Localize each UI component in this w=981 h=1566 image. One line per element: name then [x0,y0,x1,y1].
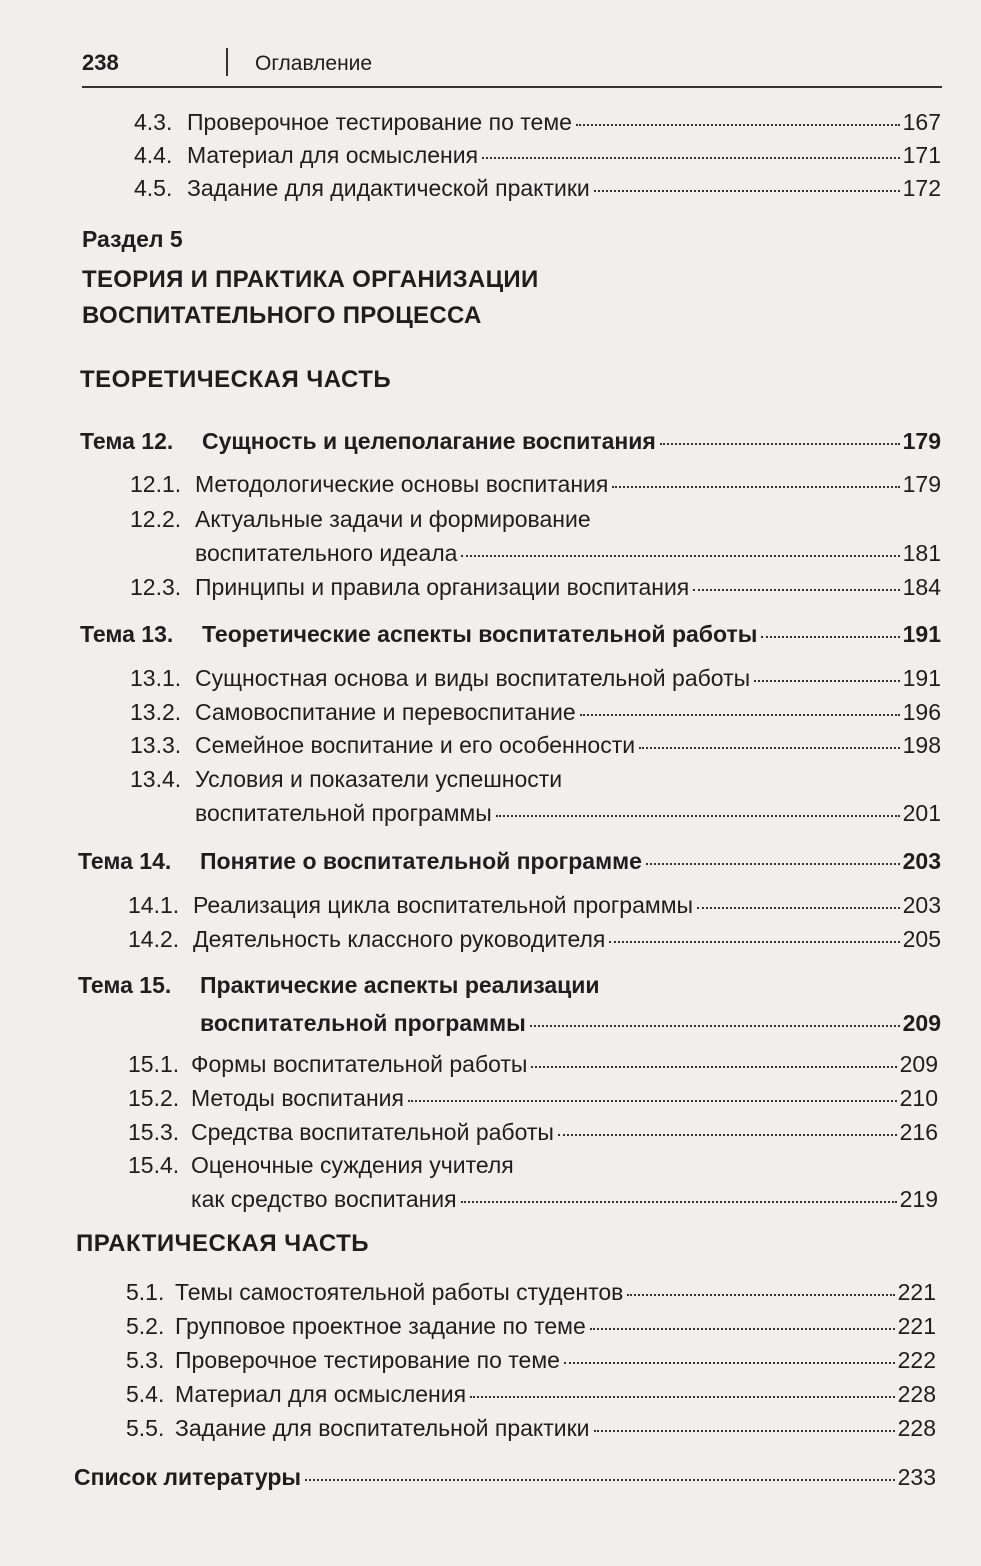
bibliography-title: Список литературы [74,1464,302,1490]
toc-entry [134,174,941,202]
dot-leader [660,443,900,445]
entry-title: Темы самостоятельной работы студентов [175,1279,624,1305]
subtopic-title-continued: как средство воспитания [191,1186,457,1212]
subtopic-page: 181 [902,540,941,566]
subtopic-entry [130,731,941,759]
toc-entry [134,108,941,136]
entry-page: 228 [897,1415,936,1441]
subtopic-page: 216 [899,1119,938,1145]
subtopic-number: 15.4. [128,1152,180,1178]
topic-page: 209 [902,1010,941,1036]
subtopic-page: 191 [902,665,941,691]
subtopic-title: Методы воспитания [191,1085,404,1111]
dot-leader [697,907,900,909]
subtopic-entry [130,698,941,726]
entry-title: Групповое проектное задание по теме [175,1313,586,1339]
subtopic-title: Сущностная основа и виды воспитательной работы [195,665,751,691]
dot-leader [590,1328,895,1330]
subtopic-number: 12.2. [130,506,182,532]
dot-leader [558,1134,897,1136]
entry-number: 4.5. [134,175,173,201]
subtopic-page: 184 [902,574,941,600]
subtopic-title: Средства воспитательной работы [191,1119,554,1145]
dot-leader [594,1430,895,1432]
dot-leader [627,1294,894,1296]
subtopic-title: Принципы и правила организации воспитания [195,574,690,600]
subtopic-title: Методологические основы воспитания [195,471,609,497]
subtopic-entry [130,470,941,498]
subtopic-title: Реализация цикла воспитательной программы [193,892,694,918]
entry-title: Проверочное тестирование по теме [175,1347,560,1373]
entry-page: 167 [902,109,941,135]
subtopic-title: Деятельность классного руководителя [193,926,606,952]
dot-leader [594,190,900,192]
entry-title: Задание для воспитательной практики [175,1415,590,1441]
subtopic-page: 203 [902,892,941,918]
dot-leader [461,555,899,557]
entry-page: 172 [902,175,941,201]
subtopic-number: 13.2. [130,699,182,725]
dot-leader [530,1025,900,1027]
entry-page: 221 [897,1313,936,1339]
dot-leader [496,815,900,817]
entry-number: 5.5. [126,1415,165,1441]
header-separator [226,48,228,76]
subtopic-number: 13.3. [130,732,182,758]
dot-leader [470,1396,895,1398]
practice-heading: ПРАКТИЧЕСКАЯ ЧАСТЬ [76,1230,369,1257]
subtopic-page: 196 [902,699,941,725]
dot-leader [609,941,899,943]
subtopic-continuation [195,539,941,567]
entry-page: 228 [897,1381,936,1407]
entry-number: 5.1. [126,1279,165,1305]
toc-entry [126,1312,936,1340]
entry-number: 5.3. [126,1347,165,1373]
subtopic-number: 14.1. [128,892,180,918]
subtopic-title-continued: воспитательной программы [195,800,492,826]
subtopic-page: 210 [899,1085,938,1111]
topic-page: 179 [902,428,941,454]
entry-title: Материал для осмысления [175,1381,467,1407]
subtopic-title: Оценочные суждения учителя [191,1152,514,1178]
subtopic-number: 15.3. [128,1119,180,1145]
topic-title-continued: воспитательной программы [200,1010,526,1036]
topic-entry [80,620,941,648]
dot-leader [305,1479,895,1481]
toc-entry [126,1414,936,1442]
subtopic-title: Самовоспитание и перевоспитание [195,699,576,725]
bibliography-entry [74,1463,936,1491]
subtopic-entry [130,664,941,692]
entry-title: Материал для осмысления [187,142,479,168]
entry-title: Проверочное тестирование по теме [187,109,572,135]
topic-label: Тема 12. [80,428,174,454]
dot-leader [693,589,899,591]
subtopic-number: 13.1. [130,665,182,691]
topic-continuation [200,1009,941,1037]
entry-page: 222 [897,1347,936,1373]
toc-entry [134,141,941,169]
subtopic-page: 201 [902,800,941,826]
dot-leader [564,1362,895,1364]
page-number: 238 [82,50,119,75]
subtopic-entry [128,1084,938,1112]
subtopic-continuation [191,1185,938,1213]
topic-title: Теоретические аспекты воспитательной работы [202,621,758,647]
dot-leader [646,863,900,865]
dot-leader [461,1201,897,1203]
subtopic-title: Условия и показатели успешности [195,766,563,792]
entry-page: 171 [902,142,941,168]
subtopic-entry [128,925,941,953]
topic-entry [78,971,600,999]
dot-leader [408,1100,897,1102]
topic-entry [78,847,941,875]
entry-number: 4.4. [134,142,173,168]
entry-number: 5.2. [126,1313,165,1339]
topic-title: Практические аспекты реализации [200,972,600,998]
section-label: Раздел 5 [82,226,183,252]
subtopic-number: 12.1. [130,471,182,497]
topic-label: Тема 15. [78,972,172,998]
dot-leader [531,1066,896,1068]
dot-leader [580,714,900,716]
subtopic-entry [128,891,941,919]
page-header [82,44,942,88]
subtopic-page: 205 [902,926,941,952]
entry-number: 4.3. [134,109,173,135]
topic-label: Тема 14. [78,848,172,874]
dot-leader [612,486,899,488]
subtopic-number: 12.3. [130,574,182,600]
toc-entry [126,1346,936,1374]
section-title-line: ТЕОРИЯ И ПРАКТИКА ОРГАНИЗАЦИИ [82,266,539,293]
subtopic-continuation [195,799,941,827]
toc-entry [126,1380,936,1408]
subtopic-number: 14.2. [128,926,180,952]
running-title: Оглавление [255,52,373,75]
section-title-line: ВОСПИТАТЕЛЬНОГО ПРОЦЕССА [82,302,482,329]
entry-number: 5.4. [126,1381,165,1407]
dot-leader [576,124,900,126]
subtopic-entry [130,505,591,533]
subtopic-entry [128,1050,938,1078]
dot-leader [761,636,899,638]
topic-title: Понятие о воспитательной программе [200,848,642,874]
subtopic-page: 198 [902,732,941,758]
dot-leader [639,747,900,749]
entry-page: 221 [897,1279,936,1305]
subtopic-title: Формы воспитательной работы [191,1051,528,1077]
subtopic-title-continued: воспитательного идеала [195,540,458,566]
subtopic-page: 219 [899,1186,938,1212]
subtopic-number: 15.2. [128,1085,180,1111]
subtopic-entry [130,573,941,601]
topic-title: Сущность и целеполагание воспитания [202,428,656,454]
topic-label: Тема 13. [80,621,174,647]
subtopic-page: 209 [899,1051,938,1077]
toc-entry [126,1278,936,1306]
topic-entry [80,427,941,455]
dot-leader [482,157,900,159]
entry-title: Задание для дидактической практики [187,175,590,201]
topic-page: 191 [902,621,941,647]
subtopic-number: 15.1. [128,1051,180,1077]
subtopic-entry [128,1151,514,1179]
subtopic-entry [130,765,562,793]
subtopic-title: Семейное воспитание и его особенности [195,732,636,758]
dot-leader [754,680,899,682]
theory-heading: ТЕОРЕТИЧЕСКАЯ ЧАСТЬ [80,366,392,393]
subtopic-entry [128,1118,938,1146]
topic-page: 203 [902,848,941,874]
subtopic-title: Актуальные задачи и формирование [195,506,591,532]
subtopic-number: 13.4. [130,766,182,792]
bibliography-page: 233 [897,1464,936,1490]
subtopic-page: 179 [902,471,941,497]
